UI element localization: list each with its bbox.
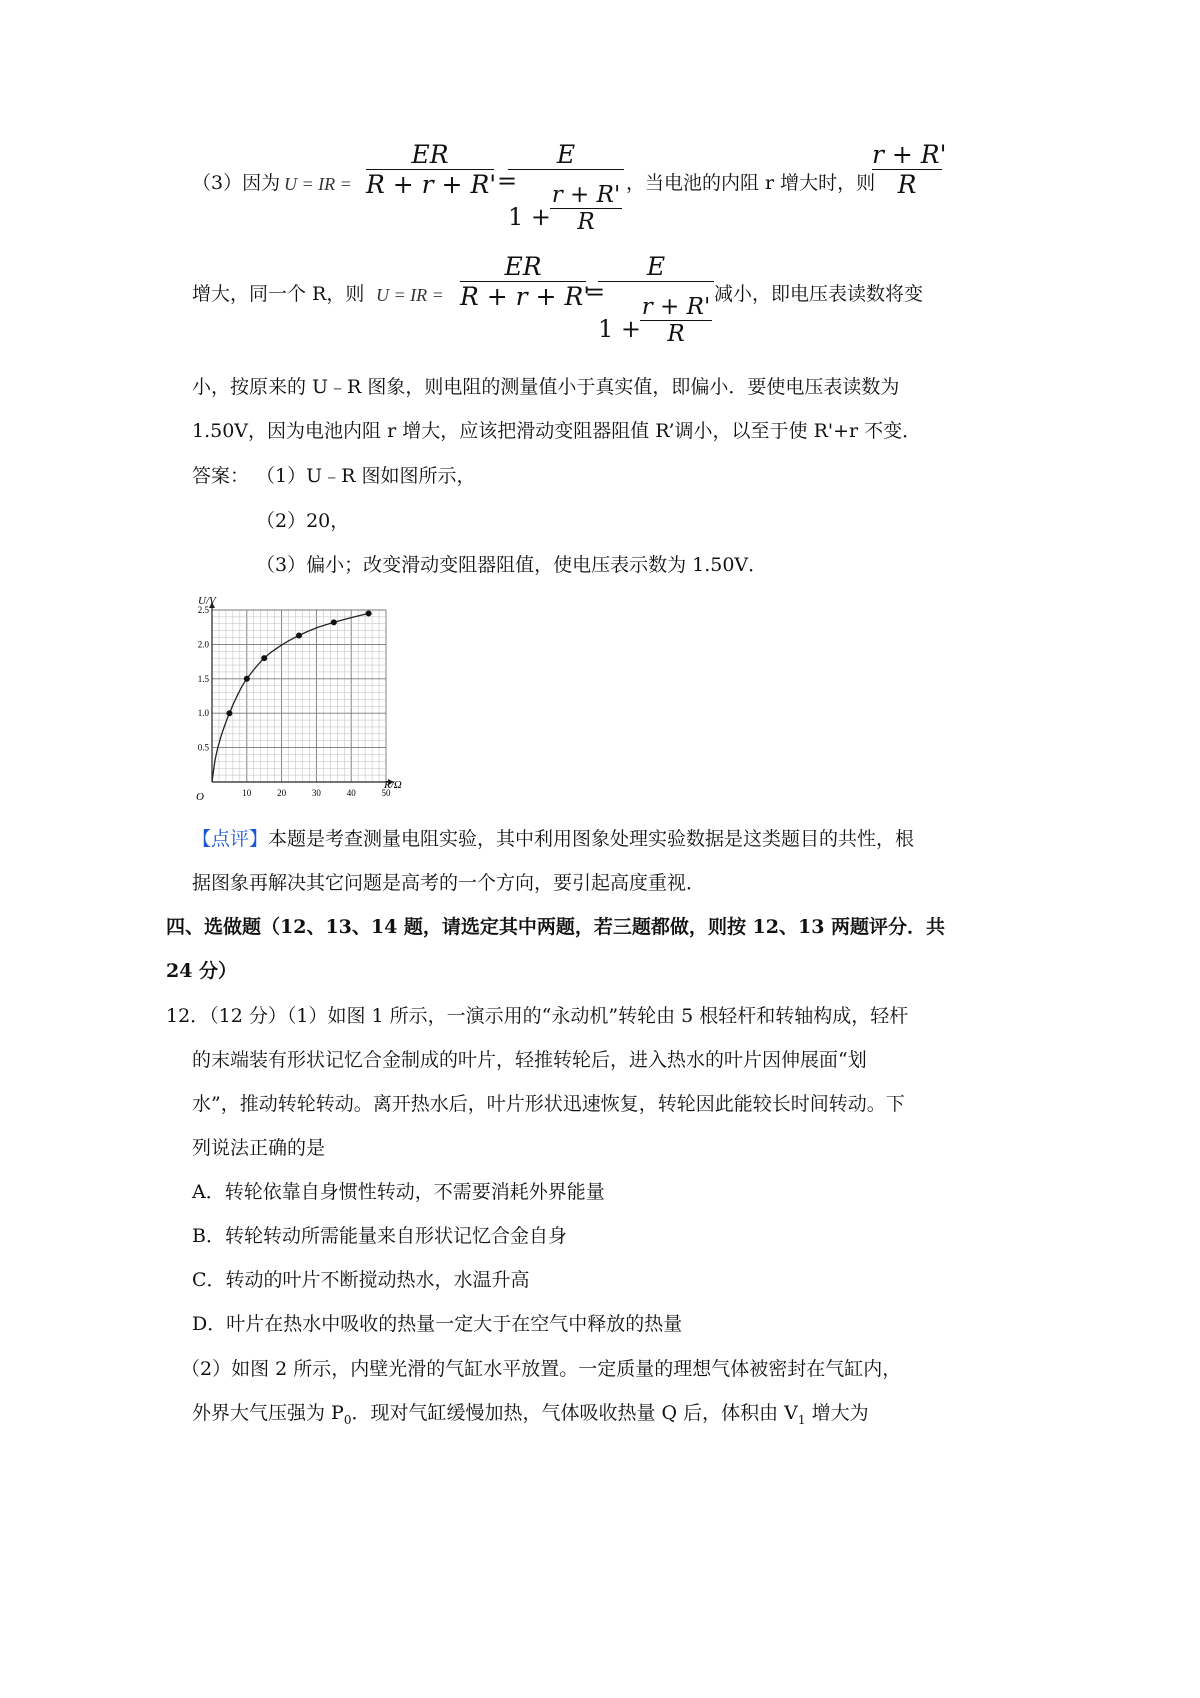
q12-option-b: B．转轮转动所需能量来自形状记忆合金自身 — [192, 1225, 567, 1247]
data-point — [296, 632, 302, 638]
data-point — [366, 610, 372, 616]
fraction-small — [550, 182, 622, 235]
comment-line-2: 据图象再解决其它问题是高考的一个方向，要引起高度重视． — [192, 872, 706, 894]
x-axis-label: R/Ω — [384, 779, 402, 791]
q12-part2-line-1: （2）如图 2 所示，内壁光滑的气缸水平放置。一定质量的理想气体被密封在气缸内， — [181, 1358, 902, 1380]
part3-prefix: （3）因为 — [192, 172, 281, 194]
fraction-small-2 — [640, 294, 712, 347]
x-tick-label: 30 — [311, 788, 321, 798]
y-axis-label: U/V — [198, 595, 216, 607]
q12-part2-text-c: 增大为 — [805, 1402, 869, 1424]
answer-item-3: （3）偏小；改变滑动变阻器阻值，使电压表示数为 1.50V． — [256, 554, 768, 576]
part3-line4: 1.50V，因为电池内阻 r 增大，应该把滑动变阻器阻值 R’调小，以至于使 R'+r 不变． — [192, 420, 922, 442]
q12-option-c: C．转动的叶片不断搅动热水，水温升高 — [192, 1269, 530, 1291]
q12-part2-text-a: 外界大气压强为 P — [192, 1402, 344, 1424]
data-point — [226, 710, 232, 716]
eq-lhs-2: U = IR = — [376, 285, 444, 305]
section4-heading-1: 四、选做题（12、13、14 题，请选定其中两题，若三题都做，则按 12、13 两题评分．共 — [166, 916, 946, 938]
answer-label: 答案： — [192, 465, 250, 487]
fraction-numerator: E — [556, 140, 576, 169]
q12-part2-text-b: ．现对气缸缓慢加热，气体吸收热量 Q 后，体积由 V — [351, 1402, 798, 1424]
fraction-e — [508, 140, 624, 170]
equals-sign-2: = — [585, 278, 606, 306]
data-point — [261, 655, 267, 661]
fraction-numerator: ER — [411, 140, 449, 169]
fraction-numerator: r + R' — [872, 140, 947, 169]
fraction-numerator: r + R' — [641, 294, 711, 320]
q12-line-4: 列说法正确的是 — [192, 1137, 326, 1159]
answer-item-2: （2）20， — [256, 510, 350, 532]
data-point — [244, 676, 250, 682]
y-tick-label: 0.5 — [197, 742, 209, 753]
fraction-denominator: R — [897, 170, 917, 199]
fraction-numerator: ER — [504, 252, 542, 281]
eq-lhs: U = IR = — [284, 174, 352, 194]
fraction-e-2 — [598, 252, 714, 282]
fraction-denominator: R + r + R' — [460, 282, 591, 311]
v-subscript: 1 — [797, 1412, 806, 1427]
fraction-numerator: E — [646, 252, 666, 281]
data-point — [331, 619, 337, 625]
fraction-r-ratio — [872, 140, 947, 199]
part3-line2-suffix: 减小，即电压表读数将变 — [714, 283, 924, 305]
fraction-er-2 — [460, 252, 591, 311]
y-tick-label: 2.5 — [197, 605, 209, 615]
chart-points — [226, 610, 371, 716]
comment-line-1 — [192, 826, 914, 852]
q12-line-2: 的末端装有形状记忆合金制成的叶片，轻推转轮后，进入热水的叶片因伸展面“划 — [192, 1049, 867, 1071]
equals-sign: = — [497, 167, 518, 195]
fraction-numerator: r + R' — [551, 182, 621, 208]
x-tick-label: 20 — [277, 788, 287, 798]
q12-line-1: 12．（12 分）（1）如图 1 所示，一演示用的“永动机”转轮由 5 根轻杆和转轴构成，轻杆 — [166, 1005, 909, 1027]
q12-option-a: A．转轮依靠自身惯性转动，不需要消耗外界能量 — [192, 1181, 605, 1203]
y-tick-label: 1.0 — [197, 708, 209, 719]
y-tick-label: 2.0 — [197, 639, 209, 650]
q12-option-d: D．叶片在热水中吸收的热量一定大于在空气中释放的热量 — [192, 1313, 683, 1335]
comment-tag: 【点评】 — [192, 828, 269, 850]
part3-line3: 小，按原来的 U﹣R 图象，则电阻的测量值小于真实值，即偏小．要使电压表读数为 — [192, 376, 900, 398]
fraction-denominator: R — [667, 321, 685, 347]
x-tick-label: 40 — [346, 788, 356, 798]
fraction-er — [366, 140, 497, 199]
fraction-denominator: R — [577, 209, 595, 235]
fraction-den-lead: 1 + — [508, 203, 552, 231]
part3-mid-text: ，当电池的内阻 r 增大时，则 — [626, 172, 876, 194]
p-subscript: 0 — [343, 1412, 352, 1427]
q12-part2-line-2 — [192, 1400, 869, 1433]
answer-item-1: （1）U﹣R 图如图所示， — [256, 465, 476, 487]
fraction-denominator: R + r + R' — [366, 170, 497, 199]
origin-label: O — [196, 791, 204, 803]
fit-curve — [212, 613, 369, 782]
x-tick-label: 50 — [381, 788, 391, 798]
q12-line-3: 水”，推动转轮转动。离开热水后，叶片形状迅速恢复，转轮因此能较长时间转动。下 — [192, 1093, 905, 1115]
chart-tick-labels — [198, 605, 391, 798]
comment-text-1: 本题是考查测量电阻实验，其中利用图象处理实验数据是这类题目的共性，根 — [268, 828, 915, 850]
fraction-den-lead-2: 1 + — [598, 315, 642, 343]
y-tick-label: 1.5 — [197, 673, 209, 684]
chart-axes — [209, 602, 394, 785]
x-tick-label: 10 — [242, 788, 252, 798]
part3-line2-prefix: 增大，同一个 R，则 — [192, 283, 365, 305]
section4-heading-2: 24 分） — [166, 960, 238, 982]
u-r-chart — [190, 590, 420, 820]
